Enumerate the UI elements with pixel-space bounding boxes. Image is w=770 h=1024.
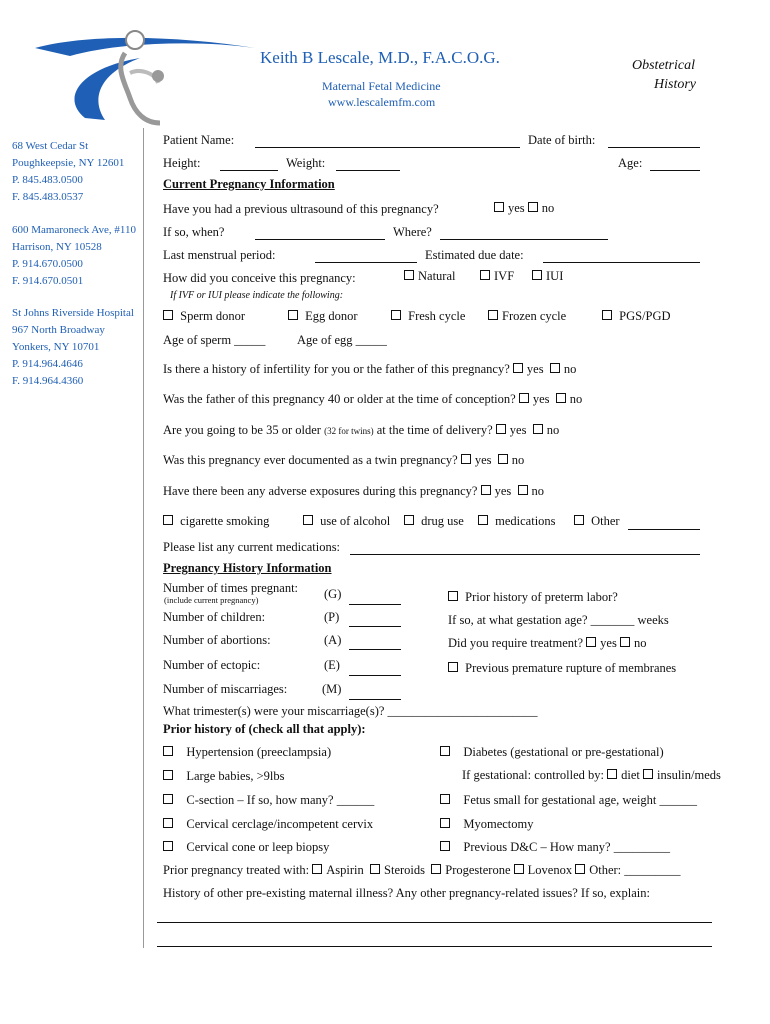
lovenox-checkbox[interactable] [514,864,524,874]
e-field[interactable] [349,675,401,676]
address-line: 967 North Broadway [12,324,105,336]
m-field[interactable] [349,699,401,700]
twin-question: Was this pregnancy ever documented as a twin pregnancy? [163,453,458,467]
diabetes-checkbox[interactable] [440,746,450,756]
exposure-row: Have there been any adverse exposures during this pregnancy? yes no [163,484,545,498]
hypertension-option: Hypertension (preeclampsia) [163,745,331,760]
address-line: Yonkers, NY 10701 [12,341,100,353]
frozen-cycle: Frozen cycle [488,309,566,324]
explain-field-1[interactable] [157,922,712,923]
egg-donor-checkbox[interactable] [288,310,298,320]
m-label: (M) [322,682,342,696]
patient-name-field[interactable] [255,147,520,148]
father40-question: Was the father of this pregnancy 40 or older at the time of conception? [163,392,516,406]
ivf-note: If IVF or IUI please indicate the following: [170,290,344,301]
cigarette-checkbox[interactable] [163,515,173,525]
exposure-yes-checkbox[interactable] [481,485,491,495]
explain-field-2[interactable] [157,946,712,947]
times-pregnant-label: Number of times pregnant: [163,581,299,595]
p-label: (P) [324,610,340,624]
ultrasound-no-checkbox[interactable] [528,202,538,212]
weight-label: Weight: [286,156,326,170]
pregnancy-history-heading: Pregnancy History Information [163,561,332,575]
fresh-cycle: Fresh cycle [391,309,465,324]
prom-checkbox[interactable] [448,662,458,672]
phone-line: P. 845.483.0500 [12,174,83,186]
father40-no-checkbox[interactable] [556,393,566,403]
infertility-row: Is there a history of infertility for you or the father of this pregnancy? yes no [163,362,577,376]
ultrasound-when-field[interactable] [255,239,385,240]
ultrasound-where-field[interactable] [440,239,608,240]
medications-option: medications [478,514,556,529]
office-poughkeepsie [12,138,124,206]
form-title-2: History [654,77,696,92]
ultrasound-options: yes no [494,201,554,216]
cigarette-option: cigarette smoking [163,514,269,529]
age-field[interactable] [650,170,700,171]
fax-line: F. 845.483.0537 [12,191,84,203]
egg-donor: Egg donor [288,309,358,324]
csection-option: C-section – If so, how many? ______ [163,793,374,808]
conceive-iui: IUI [532,269,563,284]
list-meds-label: Please list any current medications: [163,540,341,554]
other-option: Other [574,514,620,529]
preterm-checkbox[interactable] [448,591,458,601]
large-babies-checkbox[interactable] [163,770,173,780]
infertility-yes-checkbox[interactable] [513,363,523,373]
father40-yes-checkbox[interactable] [519,393,529,403]
other-checkbox[interactable] [574,515,584,525]
drug-option: drug use [404,514,464,529]
gestation-age-label: If so, at what gestation age? _______ weeks [448,613,669,627]
dob-label: Date of birth: [528,133,596,147]
exposure-question: Have there been any adverse exposures during this pregnancy? [163,484,478,498]
ectopic-label: Number of ectopic: [163,658,261,672]
logo [30,28,260,128]
sperm-donor-checkbox[interactable] [163,310,173,320]
fax-line: F. 914.964.4360 [12,375,84,387]
office-harrison [12,222,136,290]
ultrasound-question: Have you had a previous ultrasound of this pregnancy? [163,202,439,216]
preterm-option: Prior history of preterm labor? [448,590,618,605]
sidebar-divider [143,128,144,948]
treated-with-row: Prior pregnancy treated with: Aspirin Steroids Progesterone Lovenox Other: _________ [163,863,681,877]
age-of-sperm: Age of sperm _____ [163,333,266,347]
large-babies-option: Large babies, >9lbs [163,769,285,784]
ultrasound-yes-checkbox[interactable] [494,202,504,212]
diabetes-option: Diabetes (gestational or pre-gestational) [440,745,664,760]
address-line: 600 Mamaroneck Ave, #110 [12,224,137,236]
weight-field[interactable] [336,170,400,171]
pgs-checkbox[interactable] [602,310,612,320]
a-label: (A) [324,633,342,647]
aspirin-checkbox[interactable] [312,864,322,874]
insulin-checkbox[interactable] [643,769,653,779]
g-field[interactable] [349,604,401,605]
patient-name-label: Patient Name: [163,133,235,147]
dc-option: Previous D&C – How many? _________ [440,840,670,855]
abortions-label: Number of abortions: [163,633,271,647]
dc-checkbox[interactable] [440,841,450,851]
other-exposure-field[interactable] [628,529,700,530]
conceive-natural: Natural [404,269,455,284]
frozen-cycle-checkbox[interactable] [488,310,498,320]
fax-line: F. 914.670.0501 [12,275,84,287]
children-label: Number of children: [163,610,266,624]
if-so-when-label: If so, when? [163,225,225,239]
address-line: Harrison, NY 10528 [12,241,102,253]
p-field[interactable] [349,626,401,627]
cone-checkbox[interactable] [163,841,173,851]
address-line: St Johns Riverside Hospital [12,307,134,319]
other-treatment-checkbox[interactable] [575,864,585,874]
myomectomy-option: Myomectomy [440,817,534,832]
fetus-small-checkbox[interactable] [440,794,450,804]
ivf-checkbox[interactable] [480,270,490,280]
prom-option: Previous premature rupture of membranes [448,661,676,676]
natural-checkbox[interactable] [404,270,414,280]
cerclage-checkbox[interactable] [163,818,173,828]
doctor-name: Keith B Lescale, M.D., F.A.C.O.G. [260,48,500,67]
trimester-label: What trimester(s) were your miscarriage(s)? ________________________ [163,704,538,718]
edd-label: Estimated due date: [425,248,524,262]
twin-yes-checkbox[interactable] [461,454,471,464]
age-of-egg: Age of egg _____ [297,333,387,347]
height-field[interactable] [220,170,278,171]
a-field[interactable] [349,649,401,650]
twin-no-checkbox[interactable] [498,454,508,464]
father40-row: Was the father of this pregnancy 40 or older at the time of conception? yes no [163,392,583,406]
office-yonkers [12,305,134,390]
logo-swoosh-icon [30,28,260,128]
form-title-1: Obstetrical [632,58,695,73]
fresh-cycle-checkbox[interactable] [391,310,401,320]
g-label: (G) [324,587,342,601]
list-meds-field[interactable] [350,554,700,555]
cerclage-option: Cervical cerclage/incompetent cervix [163,817,373,832]
progesterone-checkbox[interactable] [431,864,441,874]
phone-line: P. 914.670.0500 [12,258,83,270]
height-label: Height: [163,156,201,170]
myomectomy-checkbox[interactable] [440,818,450,828]
lmp-field[interactable] [315,262,417,263]
address-line: 68 West Cedar St [12,140,89,152]
sperm-donor: Sperm donor [163,309,245,324]
age-label: Age: [618,156,643,170]
current-pregnancy-heading: Current Pregnancy Information [163,177,335,191]
infertility-question: Is there a history of infertility for you or the father of this pregnancy? [163,362,510,376]
alcohol-checkbox[interactable] [303,515,313,525]
twin-row: Was this pregnancy ever documented as a twin pregnancy? yes no [163,453,525,467]
hypertension-checkbox[interactable] [163,746,173,756]
pgs-pgd: PGS/PGD [602,309,671,324]
iui-checkbox[interactable] [532,270,542,280]
conceive-question: How did you conceive this pregnancy: [163,271,356,285]
treatment-no-checkbox[interactable] [620,637,630,647]
edd-field[interactable] [543,262,700,263]
treatment-yes-checkbox[interactable] [586,637,596,647]
cone-option: Cervical cone or leep biopsy [163,840,329,855]
steroids-checkbox[interactable] [370,864,380,874]
e-label: (E) [324,658,340,672]
include-current-note: (include current pregnancy) [164,595,259,605]
alcohol-option: use of alcohol [303,514,390,529]
where-label: Where? [393,225,432,239]
infertility-no-checkbox[interactable] [550,363,560,373]
drug-checkbox[interactable] [404,515,414,525]
exposure-no-checkbox[interactable] [518,485,528,495]
miscarriages-label: Number of miscarriages: [163,682,288,696]
prior-history-heading: Prior history of (check all that apply): [163,722,366,736]
other-illness-label: History of other pre-existing maternal illness? Any other pregnancy-related issues? If so, explain: [163,886,651,900]
age35-yes-checkbox[interactable] [496,424,506,434]
diet-checkbox[interactable] [607,769,617,779]
gestational-control-row: If gestational: controlled by: diet insulin/meds [462,768,721,782]
phone-line: P. 914.964.4646 [12,358,83,370]
address-line: Poughkeepsie, NY 12601 [12,157,125,169]
age35-no-checkbox[interactable] [533,424,543,434]
fetus-small-option: Fetus small for gestational age, weight ______ [440,793,697,808]
specialty: Maternal Fetal Medicine [322,79,441,93]
csection-checkbox[interactable] [163,794,173,804]
website-link[interactable]: www.lescalemfm.com [328,95,436,109]
medications-checkbox[interactable] [478,515,488,525]
conceive-ivf: IVF [480,269,514,284]
dob-field[interactable] [608,147,700,148]
age35-row: Are you going to be 35 or older (32 for twins) at the time of delivery? yes no [163,423,560,437]
treatment-row: Did you require treatment? yes no [448,636,647,650]
lmp-label: Last menstrual period: [163,248,276,262]
